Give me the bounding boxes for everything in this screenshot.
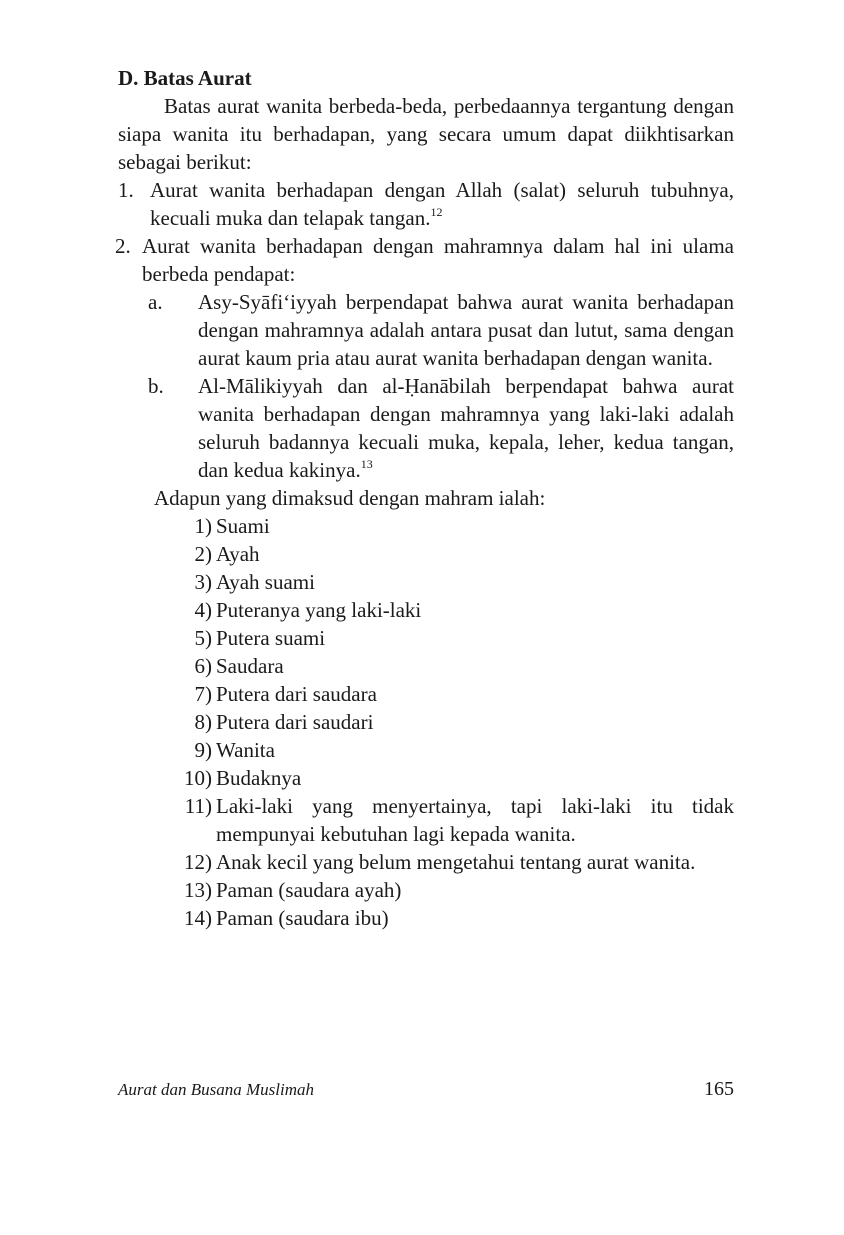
list-item-text: Puteranya yang laki-laki: [216, 598, 422, 622]
list-item: [148, 288, 734, 372]
list-item: [170, 540, 734, 568]
list-marker: a.: [148, 290, 163, 314]
list-marker: 7): [194, 682, 212, 706]
list-item: [170, 708, 734, 736]
points-list: [115, 176, 734, 288]
list-item: [170, 876, 734, 904]
list-item: [118, 176, 734, 232]
list-marker: 9): [194, 738, 212, 762]
list-marker: 4): [194, 598, 212, 622]
list-item-text: Aurat wanita berhadapan dengan Allah (salat) seluruh tubuhnya, kecuali muka dan telapak tangan.: [150, 178, 734, 230]
list-item: [170, 848, 734, 876]
list-item: [115, 232, 734, 288]
list-marker: 2): [194, 542, 212, 566]
mahram-intro: Adapun yang dimaksud dengan mahram ialah:: [154, 486, 546, 510]
list-item-text: Al-Mālikiyyah dan al-Ḥanābilah berpendapat bahwa aurat wanita berhadapan dengan mahramnya yang laki-laki adalah seluruh badannya kecuali muka, kepala, leher, kedua tangan, dan kedua kakinya.: [198, 374, 734, 482]
list-marker: 1): [194, 514, 212, 538]
list-item: [170, 764, 734, 792]
list-item-text: Asy-Syāfi‘iyyah berpendapat bahwa aurat wanita berhadapan dengan mahramnya adalah antara pusat dan lutut, sama dengan aurat kaum pria atau aurat wanita berhadapan dengan wanita.: [198, 290, 734, 370]
running-footer-title: Aurat dan Busana Muslimah: [118, 1080, 314, 1099]
list-marker: 2.: [115, 234, 131, 258]
page-body: [115, 64, 734, 932]
list-marker: 5): [194, 626, 212, 650]
list-item: [170, 792, 734, 848]
list-item-text: Saudara: [216, 654, 284, 678]
page-footer: [118, 1078, 734, 1101]
list-item: [170, 680, 734, 708]
list-item: [170, 736, 734, 764]
list-marker: 6): [194, 654, 212, 678]
list-marker: 14): [184, 906, 212, 930]
footnote-ref: 13: [360, 457, 373, 471]
page-number: 165: [704, 1078, 734, 1100]
list-marker: 3): [194, 570, 212, 594]
mahram-list: [170, 512, 734, 932]
list-item-text: Putera dari saudara: [216, 682, 377, 706]
list-item: [170, 652, 734, 680]
intro-paragraph: Batas aurat wanita berbeda-beda, perbedaannya tergantung dengan siapa wanita itu berhadapan, yang secara umum dapat diikhtisarkan sebagai berikut:: [118, 94, 734, 174]
list-item-text: Putera dari saudari: [216, 710, 374, 734]
list-marker: b.: [148, 374, 164, 398]
list-marker: 11): [184, 794, 212, 818]
footnote-ref: 12: [430, 205, 443, 219]
opinions-list: [148, 288, 734, 484]
list-item: [148, 372, 734, 484]
list-item-text: Ayah: [216, 542, 260, 566]
list-marker: 13): [184, 878, 212, 902]
list-item: [170, 904, 734, 932]
list-item-text: Paman (saudara ibu): [216, 906, 389, 930]
list-item-text: Suami: [216, 514, 270, 538]
list-item-text: Ayah suami: [216, 570, 315, 594]
list-item-text: Wanita: [216, 738, 275, 762]
list-item-text: Anak kecil yang belum mengetahui tentang aurat wanita.: [216, 850, 696, 874]
list-item-text: Laki-laki yang menyertainya, tapi laki-laki itu tidak mempunyai kebutuhan lagi kepada wanita.: [216, 794, 734, 846]
list-item-text: Putera suami: [216, 626, 326, 650]
list-marker: 10): [184, 766, 212, 790]
list-item-text: Budaknya: [216, 766, 302, 790]
list-item-text: Aurat wanita berhadapan dengan mahramnya dalam hal ini ulama berbeda pendapat:: [142, 234, 734, 286]
list-marker: 8): [194, 710, 212, 734]
list-item: [170, 624, 734, 652]
list-item: [170, 568, 734, 596]
list-item: [170, 596, 734, 624]
list-marker: 1.: [118, 178, 134, 202]
section-heading: D. Batas Aurat: [118, 66, 252, 90]
list-item: [170, 512, 734, 540]
list-marker: 12): [184, 850, 212, 874]
list-item-text: Paman (saudara ayah): [216, 878, 402, 902]
